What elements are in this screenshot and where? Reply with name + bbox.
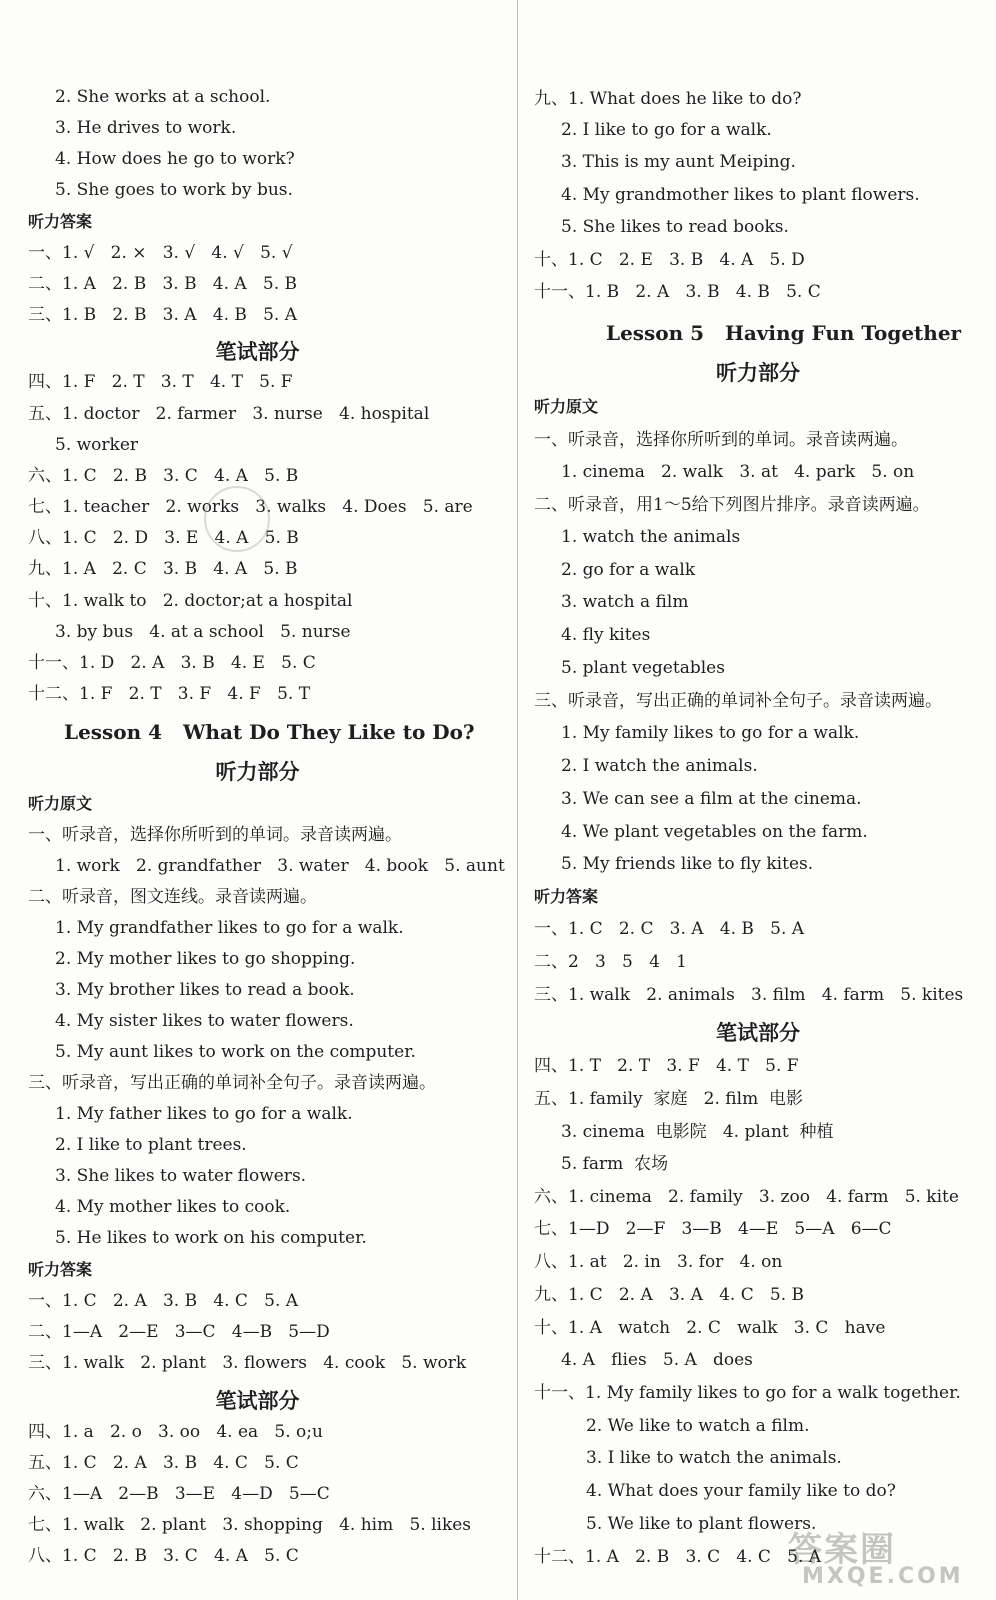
section-title: 笔试部分 [716,1020,800,1045]
answer-line: 十、1. C 2. E 3. B 4. A 5. D [534,250,805,270]
answer-line: 十一、1. My family likes to go for a walk together. [534,1383,961,1403]
answer-line: 十二、1. A 2. B 3. C 4. C 5. A [534,1547,822,1567]
answer-line: 5. He likes to work on his computer. [55,1228,367,1248]
answer-line: 2. I watch the animals. [561,756,758,776]
answer-line: 六、1. C 2. B 3. C 4. A 5. B [28,466,299,486]
answer-line: 十、1. A watch 2. C walk 3. C have [534,1318,886,1338]
answer-line: 二、听录音，图文连线。录音读两遍。 [28,887,317,907]
answer-line: 四、1. F 2. T 3. T 4. T 5. F [28,372,293,392]
answer-line: 一、听录音，选择你所听到的单词。录音读两遍。 [28,825,402,845]
answer-line: 2. She works at a school. [55,87,271,107]
answer-line: 3. We can see a film at the cinema. [561,789,862,809]
answer-line: 5. She goes to work by bus. [55,180,293,200]
answer-line: 4. My mother likes to cook. [55,1197,291,1217]
answer-line: 七、1. walk 2. plant 3. shopping 4. him 5. likes [28,1515,472,1535]
answer-line: 4. My sister likes to water flowers. [55,1011,354,1031]
answer-line: 4. My grandmother likes to plant flowers. [561,185,920,205]
answer-line: 4. We plant vegetables on the farm. [561,822,868,842]
answer-line: 2. My mother likes to go shopping. [55,949,356,969]
section-title: 听力部分 [215,759,300,784]
answer-line: 4. A flies 5. A does [561,1350,753,1370]
answer-line: 1. My family likes to go for a walk. [561,723,860,743]
answer-line: 九、1. C 2. A 3. A 4. C 5. B [534,1285,805,1305]
faint-stamp [204,486,270,552]
answer-line: 七、1—D 2—F 3—B 4—E 5—A 6—C [534,1219,892,1239]
answer-line: 3. watch a film [561,592,689,612]
answer-line: 十、1. walk to 2. doctor;at a hospital [28,591,353,611]
answer-line: 三、1. walk 2. animals 3. film 4. farm 5. kites [534,985,964,1005]
answer-line: 五、1. family 家庭 2. film 电影 [534,1089,803,1109]
answer-line: 2. I like to plant trees. [55,1135,247,1155]
answer-line: 十二、1. F 2. T 3. F 4. F 5. T [28,684,311,704]
answer-line: 十一、1. D 2. A 3. B 4. E 5. C [28,653,316,673]
section-title: 笔试部分 [215,339,300,364]
answer-line: 1. work 2. grandfather 3. water 4. book 5. aunt [55,856,505,876]
answer-line: 六、1. cinema 2. family 3. zoo 4. farm 5. kite [534,1187,959,1207]
answer-line: 七、1. teacher 2. works 3. walks 4. Does 5. are [28,497,473,517]
answer-line: 九、1. What does he like to do? [534,89,802,109]
subsection-label: 听力答案 [28,212,93,231]
answer-line: 二、1. A 2. B 3. B 4. A 5. B [28,274,297,294]
answer-line: 5. My friends like to fly kites. [561,854,814,874]
answer-line: 3. I like to watch the animals. [586,1448,842,1468]
column-divider [517,0,518,1600]
lesson-heading: Lesson 5 Having Fun Together [606,321,962,345]
answer-line: 一、1. C 2. C 3. A 4. B 5. A [534,919,805,939]
subsection-label: 听力原文 [534,397,599,416]
subsection-label: 听力原文 [28,794,93,813]
answer-line: 1. My father likes to go for a walk. [55,1104,353,1124]
answer-line: 一、1. √ 2. × 3. √ 4. √ 5. √ [28,243,293,263]
answer-line: 二、2 3 5 4 1 [534,952,687,972]
subsection-label: 听力答案 [534,887,599,906]
answer-line: 八、1. at 2. in 3. for 4. on [534,1252,783,1272]
answer-line: 五、1. doctor 2. farmer 3. nurse 4. hospital [28,404,430,424]
answer-line: 二、听录音，用1～5给下列图片排序。录音读两遍。 [534,495,930,515]
answer-line: 三、1. B 2. B 3. A 4. B 5. A [28,305,297,325]
answer-line: 4. What does your family like to do? [586,1481,896,1501]
answer-line: 四、1. a 2. o 3. oo 4. ea 5. o;u [28,1422,323,1442]
answer-line: 五、1. C 2. A 3. B 4. C 5. C [28,1453,299,1473]
answer-line: 三、1. walk 2. plant 3. flowers 4. cook 5. work [28,1353,467,1373]
answer-line: 四、1. T 2. T 3. F 4. T 5. F [534,1056,799,1076]
answer-line: 3. He drives to work. [55,118,237,138]
answer-line: 三、听录音，写出正确的单词补全句子。录音读两遍。 [28,1073,436,1093]
answer-line: 5. worker [55,435,139,455]
answer-line: 5. farm 农场 [561,1154,669,1174]
answer-line: 3. cinema 电影院 4. plant 种植 [561,1122,834,1142]
answer-line: 八、1. C 2. D 3. E 4. A 5. B [28,528,299,548]
watermark-title: 答案圈 [788,1530,896,1570]
answer-line: 1. cinema 2. walk 3. at 4. park 5. on [561,462,915,482]
answer-line: 一、1. C 2. A 3. B 4. C 5. A [28,1291,299,1311]
answer-line: 3. by bus 4. at a school 5. nurse [55,622,351,642]
watermark-url: MXQE.COM [802,1564,964,1589]
answer-line: 3. She likes to water flowers. [55,1166,307,1186]
section-title: 笔试部分 [215,1388,300,1413]
answer-line: 5. My aunt likes to work on the computer. [55,1042,416,1062]
answer-line: 2. We like to watch a film. [586,1416,810,1436]
answer-line: 5. We like to plant flowers. [586,1514,817,1534]
answer-line: 4. How does he go to work? [55,149,295,169]
answer-line: 5. She likes to read books. [561,217,789,237]
answer-line: 2. go for a walk [561,560,696,580]
lesson-heading: Lesson 4 What Do They Like to Do? [64,720,475,744]
subsection-label: 听力答案 [28,1260,93,1279]
answer-line: 3. My brother likes to read a book. [55,980,355,1000]
answer-line: 三、听录音，写出正确的单词补全句子。录音读两遍。 [534,691,942,711]
answer-line: 1. watch the animals [561,527,741,547]
answer-line: 4. fly kites [561,625,651,645]
answer-line: 5. plant vegetables [561,658,725,678]
answer-line: 八、1. C 2. B 3. C 4. A 5. C [28,1546,299,1566]
answer-line: 九、1. A 2. C 3. B 4. A 5. B [28,559,298,579]
answer-line: 1. My grandfather likes to go for a walk. [55,918,404,938]
section-title: 听力部分 [716,360,800,385]
answer-line: 3. This is my aunt Meiping. [561,152,796,172]
answer-line: 二、1—A 2—E 3—C 4—B 5—D [28,1322,330,1342]
watermark-logo [788,1522,978,1592]
answer-line: 六、1—A 2—B 3—E 4—D 5—C [28,1484,330,1504]
answer-line: 一、听录音，选择你所听到的单词。录音读两遍。 [534,430,908,450]
answer-line: 2. I like to go for a walk. [561,120,772,140]
answer-line: 十一、1. B 2. A 3. B 4. B 5. C [534,282,821,302]
